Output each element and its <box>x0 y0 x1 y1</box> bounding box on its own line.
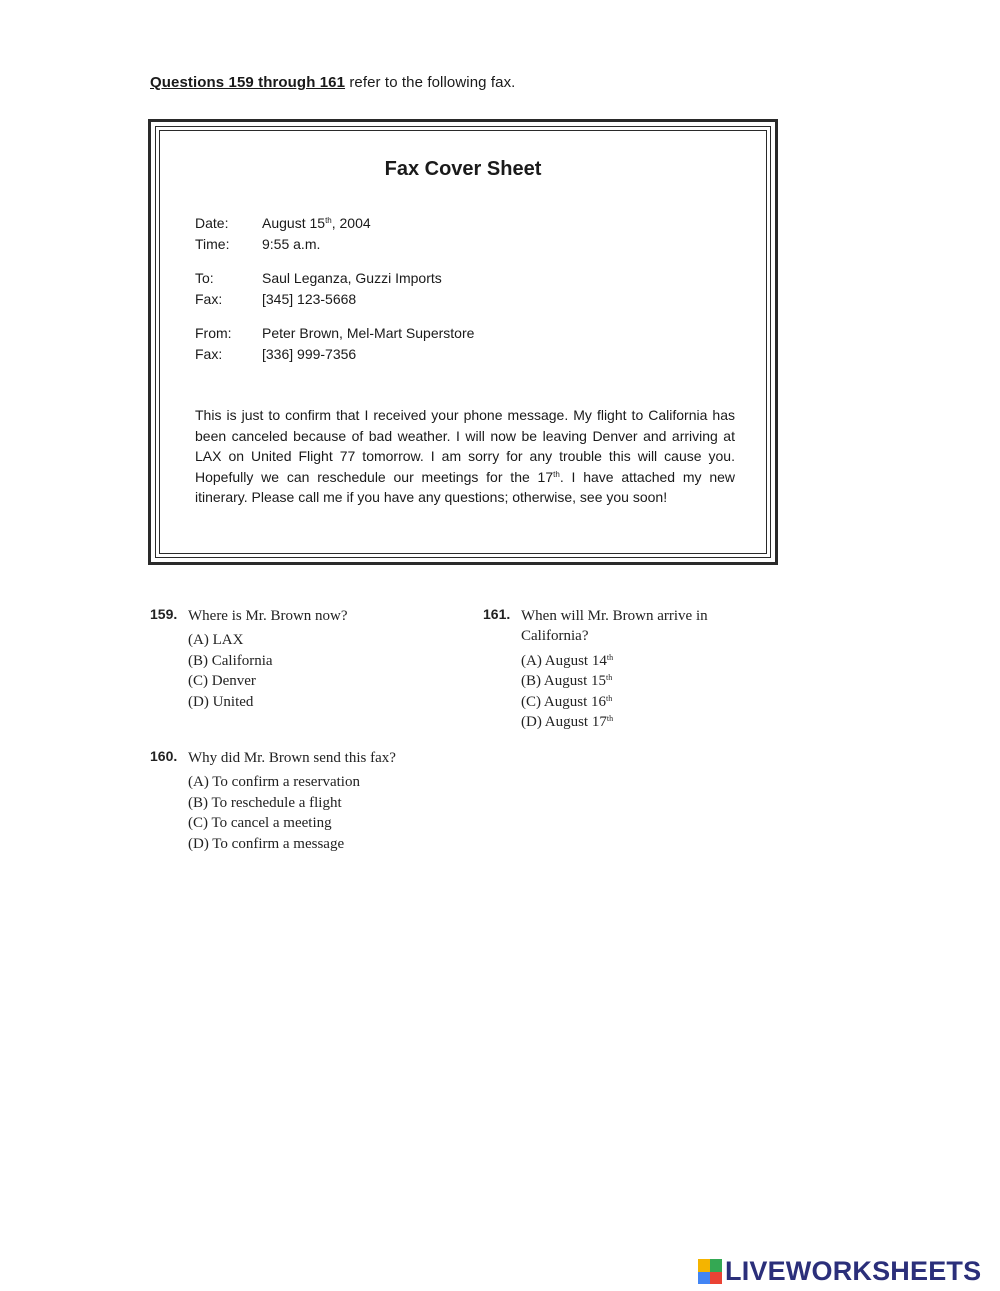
to-value: Saul Leganza, Guzzi Imports <box>262 270 442 286</box>
fax-title: Fax Cover Sheet <box>384 158 542 180</box>
from-value: Peter Brown, Mel-Mart Superstore <box>262 325 475 341</box>
option-c[interactable]: (C) August 16th <box>521 694 613 710</box>
liveworksheets-brand <box>698 1256 981 1287</box>
option-b[interactable]: (B) To reschedule a flight <box>188 795 342 811</box>
option-d[interactable]: (D) To confirm a message <box>188 836 345 852</box>
date-value: August 15th, 2004 <box>262 215 371 231</box>
to-row <box>195 268 442 288</box>
question-160 <box>150 748 470 858</box>
option-d[interactable]: (D) United <box>188 694 254 710</box>
fax-message: This is just to confirm that I received your phone message. My flight to California has been canceled because of bad weather. I will now be leaving Denver and arriving at LAX on United Flight 77 tomorrow. I am sorry for any trouble this will cause you. Hopefully we can reschedule our meetings for the 17th. I have attached my new itinerary. Please call me if you have any questions; otherwise, see you soon! <box>195 407 736 506</box>
from-row <box>195 323 474 343</box>
from-fax-label: Fax: <box>195 346 223 362</box>
to-fax-value: [345] 123-5668 <box>262 291 357 307</box>
question-stem: Where is Mr. Brown now? <box>188 608 348 624</box>
question-159 <box>150 606 450 716</box>
option-a[interactable]: (A) August 14th <box>521 653 614 669</box>
liveworksheets-logo-icon <box>698 1259 722 1284</box>
to-fax-label: Fax: <box>195 291 223 307</box>
time-label: Time: <box>195 236 230 252</box>
to-label: To: <box>195 270 214 286</box>
question-number: 161. <box>483 606 511 622</box>
option-b[interactable]: (B) California <box>188 653 273 669</box>
fax-cover-sheet <box>148 119 778 565</box>
question-number: 159. <box>150 606 178 622</box>
date-label: Date: <box>195 215 229 231</box>
option-d[interactable]: (D) August 17th <box>521 714 614 730</box>
question-161 <box>483 606 783 736</box>
questions-reference: Questions 159 through 161 <box>150 74 346 91</box>
from-label: From: <box>195 325 232 341</box>
from-fax-value: [336] 999-7356 <box>262 346 357 362</box>
intro-line <box>150 74 515 91</box>
intro-text: refer to the following fax. <box>345 74 516 91</box>
from-fax-row <box>195 344 356 364</box>
time-row <box>195 234 320 254</box>
option-c[interactable]: (C) To cancel a meeting <box>188 815 332 831</box>
option-a[interactable]: (A) To confirm a reservation <box>188 774 360 790</box>
option-a[interactable]: (A) LAX <box>188 632 244 648</box>
question-stem: Why did Mr. Brown send this fax? <box>188 750 396 766</box>
date-row <box>195 213 371 233</box>
to-fax-row <box>195 289 356 309</box>
brand-name: LIVEWORKSHEETS <box>725 1256 982 1286</box>
time-value: 9:55 a.m. <box>262 236 321 252</box>
question-number: 160. <box>150 748 178 764</box>
question-stem: When will Mr. Brown arrive in California? <box>521 608 708 644</box>
option-c[interactable]: (C) Denver <box>188 673 256 689</box>
option-b[interactable]: (B) August 15th <box>521 673 613 689</box>
